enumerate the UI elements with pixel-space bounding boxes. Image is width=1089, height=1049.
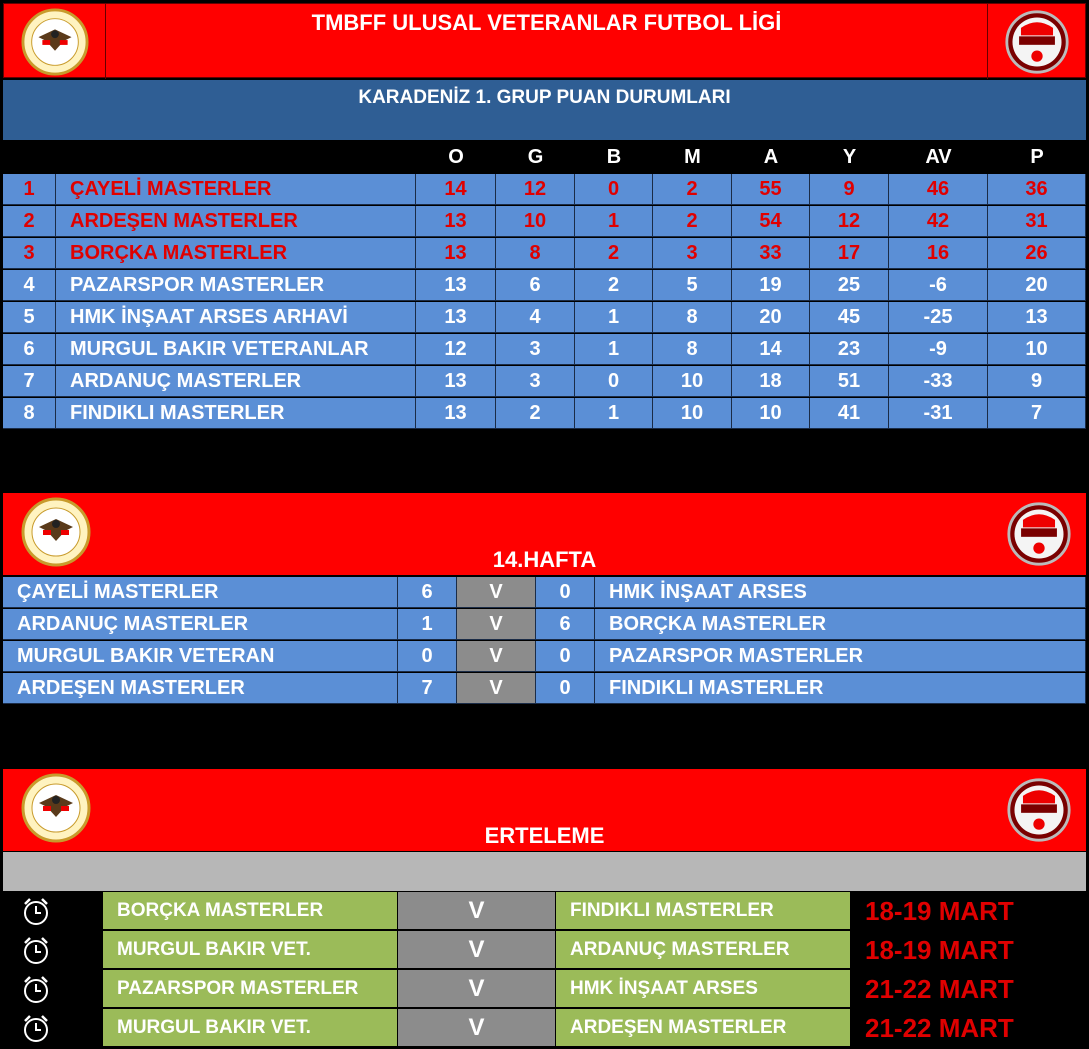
match-away-score: 6 (536, 609, 595, 640)
cell-points: 10 (988, 334, 1086, 365)
alarm-clock-icon (21, 896, 51, 926)
postponed-date: 18-19 MART (865, 935, 1014, 965)
cell-lost: 10 (653, 398, 732, 429)
cell-lost: 2 (653, 174, 732, 205)
cell-goals-against: 25 (810, 270, 889, 301)
col-header-o: O (448, 146, 464, 168)
cell-points: 7 (988, 398, 1086, 429)
postponed-title: ERTELEME (484, 823, 605, 848)
cell-drawn: 1 (575, 206, 653, 237)
cell-lost: 3 (653, 238, 732, 269)
cell-played: 14 (416, 174, 496, 205)
table-row (3, 302, 1086, 333)
cell-goals-against: 45 (810, 302, 889, 333)
cell-drawn: 2 (575, 238, 653, 269)
cell-team: MURGUL BAKIR VETERANLAR (56, 334, 416, 365)
cell-position: 2 (3, 206, 56, 237)
match-vs: V (457, 609, 536, 640)
postponed-vs: V (398, 1009, 556, 1047)
cell-played: 13 (416, 366, 496, 397)
match-row (3, 673, 1086, 704)
postponed-home-team: BORÇKA MASTERLER (103, 892, 398, 930)
alarm-clock-icon (21, 935, 51, 965)
match-away-team: BORÇKA MASTERLER (595, 609, 1086, 640)
match-vs: V (457, 673, 536, 704)
cell-played: 13 (416, 270, 496, 301)
postponed-away-team: FINDIKLI MASTERLER (556, 892, 851, 930)
cell-lost: 2 (653, 206, 732, 237)
cell-position: 1 (3, 174, 56, 205)
cell-position: 7 (3, 366, 56, 397)
cell-position: 3 (3, 238, 56, 269)
match-away-team: FINDIKLI MASTERLER (595, 673, 1086, 704)
federation-logo (4, 4, 106, 79)
cell-goals-for: 33 (732, 238, 810, 269)
table-row (3, 174, 1086, 205)
postponed-row (3, 931, 1086, 969)
cell-goals-against: 12 (810, 206, 889, 237)
cell-goals-for: 55 (732, 174, 810, 205)
cell-won: 3 (496, 334, 575, 365)
cell-goals-for: 14 (732, 334, 810, 365)
match-row (3, 609, 1086, 640)
cell-position: 4 (3, 270, 56, 301)
match-home-team: MURGUL BAKIR VETERAN (3, 641, 398, 672)
table-row (3, 334, 1086, 365)
cell-goal-diff: -31 (889, 398, 988, 429)
cell-goals-against: 17 (810, 238, 889, 269)
table-row (3, 270, 1086, 301)
alarm-clock-icon (21, 1013, 51, 1043)
cell-team: ÇAYELİ MASTERLER (56, 174, 416, 205)
match-home-team: ARDEŞEN MASTERLER (3, 673, 398, 704)
cell-won: 4 (496, 302, 575, 333)
cell-position: 5 (3, 302, 56, 333)
table-row (3, 238, 1086, 269)
cell-played: 13 (416, 302, 496, 333)
cell-won: 3 (496, 366, 575, 397)
table-row (3, 398, 1086, 429)
col-header-m: M (684, 146, 701, 168)
match-home-team: ARDANUÇ MASTERLER (3, 609, 398, 640)
cell-position: 8 (3, 398, 56, 429)
cell-lost: 5 (653, 270, 732, 301)
cell-goal-diff: -25 (889, 302, 988, 333)
match-home-score: 6 (398, 577, 457, 608)
group-header (3, 80, 1086, 140)
cell-team: FINDIKLI MASTERLER (56, 398, 416, 429)
col-header-g: G (527, 146, 544, 168)
match-away-team: PAZARSPOR MASTERLER (595, 641, 1086, 672)
cell-drawn: 0 (575, 174, 653, 205)
cell-goals-against: 41 (810, 398, 889, 429)
postponed-date: 21-22 MART (865, 974, 1014, 1004)
cell-goal-diff: 46 (889, 174, 988, 205)
table-row (3, 366, 1086, 397)
cell-played: 13 (416, 238, 496, 269)
cell-played: 13 (416, 398, 496, 429)
postponed-date: 21-22 MART (865, 1013, 1014, 1043)
cell-drawn: 1 (575, 334, 653, 365)
cell-drawn: 1 (575, 302, 653, 333)
cell-points: 9 (988, 366, 1086, 397)
postponed-vs: V (398, 931, 556, 969)
cell-goals-for: 54 (732, 206, 810, 237)
match-away-score: 0 (536, 641, 595, 672)
cell-goals-against: 51 (810, 366, 889, 397)
cell-goal-diff: -33 (889, 366, 988, 397)
match-home-team: ÇAYELİ MASTERLER (3, 577, 398, 608)
cell-played: 13 (416, 206, 496, 237)
alarm-clock-icon (21, 974, 51, 1004)
cell-won: 6 (496, 270, 575, 301)
col-header-av: AV (925, 146, 952, 168)
postponed-vs: V (398, 970, 556, 1008)
cell-goals-against: 9 (810, 174, 889, 205)
match-home-score: 0 (398, 641, 457, 672)
cell-points: 13 (988, 302, 1086, 333)
week-title: 14.HAFTA (492, 547, 597, 572)
standings-column-headers (3, 142, 1086, 173)
match-vs: V (457, 641, 536, 672)
cell-won: 2 (496, 398, 575, 429)
cell-goals-for: 19 (732, 270, 810, 301)
cell-won: 8 (496, 238, 575, 269)
match-away-score: 0 (536, 673, 595, 704)
postponed-row (3, 970, 1086, 1008)
cell-lost: 8 (653, 334, 732, 365)
cell-goal-diff: -9 (889, 334, 988, 365)
cell-goals-against: 23 (810, 334, 889, 365)
header-bar (3, 3, 1086, 78)
cell-team: ARDEŞEN MASTERLER (56, 206, 416, 237)
match-home-score: 1 (398, 609, 457, 640)
col-header-p: P (1030, 146, 1044, 168)
table-row (3, 206, 1086, 237)
match-home-score: 7 (398, 673, 457, 704)
col-header-b: B (606, 146, 622, 168)
cell-points: 31 (988, 206, 1086, 237)
postponed-away-team: ARDANUÇ MASTERLER (556, 931, 851, 969)
cell-lost: 10 (653, 366, 732, 397)
match-away-score: 0 (536, 577, 595, 608)
cell-drawn: 1 (575, 398, 653, 429)
postponed-away-team: ARDEŞEN MASTERLER (556, 1009, 851, 1047)
cell-goal-diff: -6 (889, 270, 988, 301)
postponed-away-team: HMK İNŞAAT ARSES (556, 970, 851, 1008)
grey-divider (3, 852, 1086, 891)
cell-points: 20 (988, 270, 1086, 301)
postponed-row (3, 892, 1086, 930)
cell-goal-diff: 16 (889, 238, 988, 269)
cell-won: 12 (496, 174, 575, 205)
cell-points: 36 (988, 174, 1086, 205)
cell-played: 12 (416, 334, 496, 365)
match-vs: V (457, 577, 536, 608)
postponed-vs: V (398, 892, 556, 930)
cell-won: 10 (496, 206, 575, 237)
col-header-y: Y (842, 146, 857, 168)
cell-goals-for: 18 (732, 366, 810, 397)
postponed-date: 18-19 MART (865, 896, 1014, 926)
match-away-team: HMK İNŞAAT ARSES (595, 577, 1086, 608)
cell-lost: 8 (653, 302, 732, 333)
postponed-header (3, 769, 1086, 851)
cell-team: PAZARSPOR MASTERLER (56, 270, 416, 301)
postponed-home-team: MURGUL BAKIR VET. (103, 1009, 398, 1047)
group-title: KARADENİZ 1. GRUP PUAN DURUMLARI (358, 87, 731, 108)
match-row (3, 577, 1086, 608)
cell-team: HMK İNŞAAT ARSES ARHAVİ (56, 302, 416, 333)
postponed-home-team: PAZARSPOR MASTERLER (103, 970, 398, 1008)
page-title: TMBFF ULUSAL VETERANLAR FUTBOL LİGİ (311, 10, 782, 35)
cell-goals-for: 20 (732, 302, 810, 333)
postponed-home-team: MURGUL BAKIR VET. (103, 931, 398, 969)
cell-points: 26 (988, 238, 1086, 269)
week-header (3, 493, 1086, 575)
cell-team: BORÇKA MASTERLER (56, 238, 416, 269)
postponed-row (3, 1009, 1086, 1047)
col-header-a: A (763, 146, 779, 168)
cell-position: 6 (3, 334, 56, 365)
match-row (3, 641, 1086, 672)
league-logo (987, 4, 1085, 79)
cell-drawn: 0 (575, 366, 653, 397)
cell-team: ARDANUÇ MASTERLER (56, 366, 416, 397)
cell-goals-for: 10 (732, 398, 810, 429)
cell-goal-diff: 42 (889, 206, 988, 237)
cell-drawn: 2 (575, 270, 653, 301)
